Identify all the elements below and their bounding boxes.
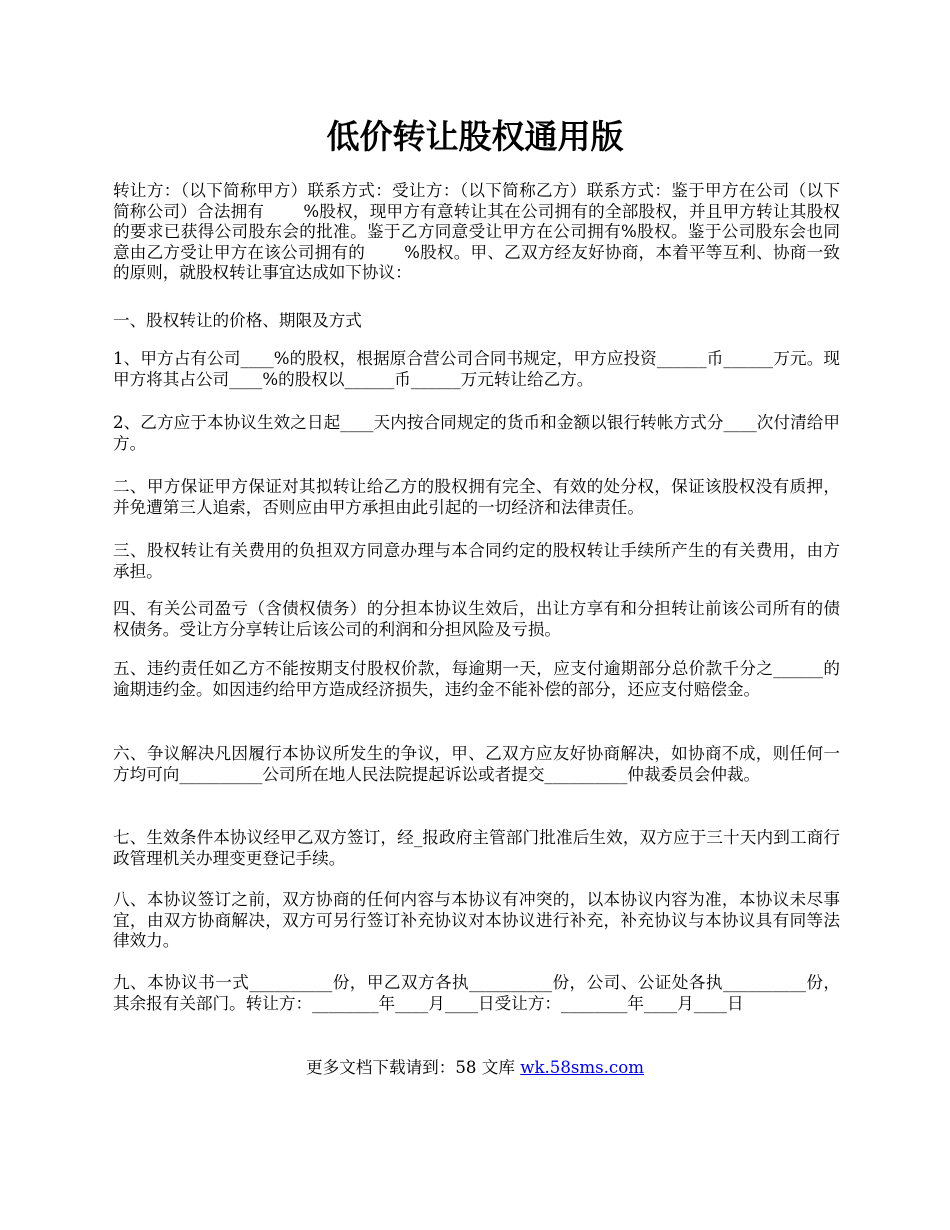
section-1-heading: 一、股权转让的价格、期限及方式 [113, 311, 362, 330]
section-7-effectiveness: 七、生效条件本协议经甲乙双方签订，经_报政府主管部门批准后生效，双方应于三十天内到工商行政管理机关办理变更登记手续。 [113, 828, 840, 868]
footer-link[interactable]: wk.58sms.com [520, 1058, 644, 1077]
section-2-warranty: 二、甲方保证甲方保证对其拟转让给乙方的股权拥有完全、有效的处分权，保证该股权没有质押，并免遭第三人追索，否则应由甲方承担由此引起的一切经济和法律责任。 [113, 477, 840, 517]
section-9-copies-signatures: 九、本协议书一式__________份，甲乙双方各执__________份，公司、公证处各执__________份，其余报有关部门。转让方：________年____月____日受让方：________年____月____日 [113, 973, 840, 1013]
section-5-liability: 五、违约责任如乙方不能按期支付股权价款，每逾期一天，应支付逾期部分总价款千分之______的逾期违约金。如因违约给甲方造成经济损失，违约金不能补偿的部分，还应支付赔偿金。 [113, 659, 840, 699]
clause-1-2: 2、乙方应于本协议生效之日起____天内按合同规定的货币和金额以银行转帐方式分____次付清给甲方。 [113, 413, 840, 453]
footer [0, 1057, 950, 1079]
document-title: 低价转让股权通用版 [326, 117, 624, 156]
section-4-profit-loss: 四、有关公司盈亏（含债权债务）的分担本协议生效后，出让方享有和分担转让前该公司所有的债权债务。受让方分享转让后该公司的利润和分担风险及亏损。 [113, 599, 840, 639]
section-8-supplement: 八、本协议签订之前，双方协商的任何内容与本协议有冲突的，以本协议内容为准，本协议未尽事宜，由双方协商解决，双方可另行签订补充协议对本协议进行补充，补充协议与本协议具有同等法律效力。 [113, 890, 840, 951]
intro-paragraph: 转让方：（以下简称甲方）联系方式：受让方：（以下简称乙方）联系方式：鉴于甲方在公司（以下简称公司）合法拥有 %股权，现甲方有意转让其在公司拥有的全部股权，并且甲方转让其股权的要求已获得公司股东会的批准。鉴于乙方同意受让甲方在公司拥有%股权。鉴于公司股东会也同意由乙方受让甲方在该公司拥有的 %股权。甲、乙双方经友好协商，本着平等互利、协商一致的原则，就股权转让事宜达成如下协议： [113, 181, 840, 283]
footer-text: 更多文档下载请到：58 文库 [306, 1058, 521, 1077]
section-6-dispute: 六、争议解决凡因履行本协议所发生的争议，甲、乙双方应友好协商解决，如协商不成，则任何一方均可向__________公司所在地人民法院提起诉讼或者提交__________仲裁委员会仲裁。 [113, 744, 840, 784]
section-3-fees: 三、股权转让有关费用的负担双方同意办理与本合同约定的股权转让手续所产生的有关费用，由方承担。 [113, 541, 840, 581]
clause-1-1: 1、甲方占有公司____%的股权，根据原合营公司合同书规定，甲方应投资______币______万元。现甲方将其占公司____%的股权以______币______万元转让给乙方。 [113, 349, 840, 389]
